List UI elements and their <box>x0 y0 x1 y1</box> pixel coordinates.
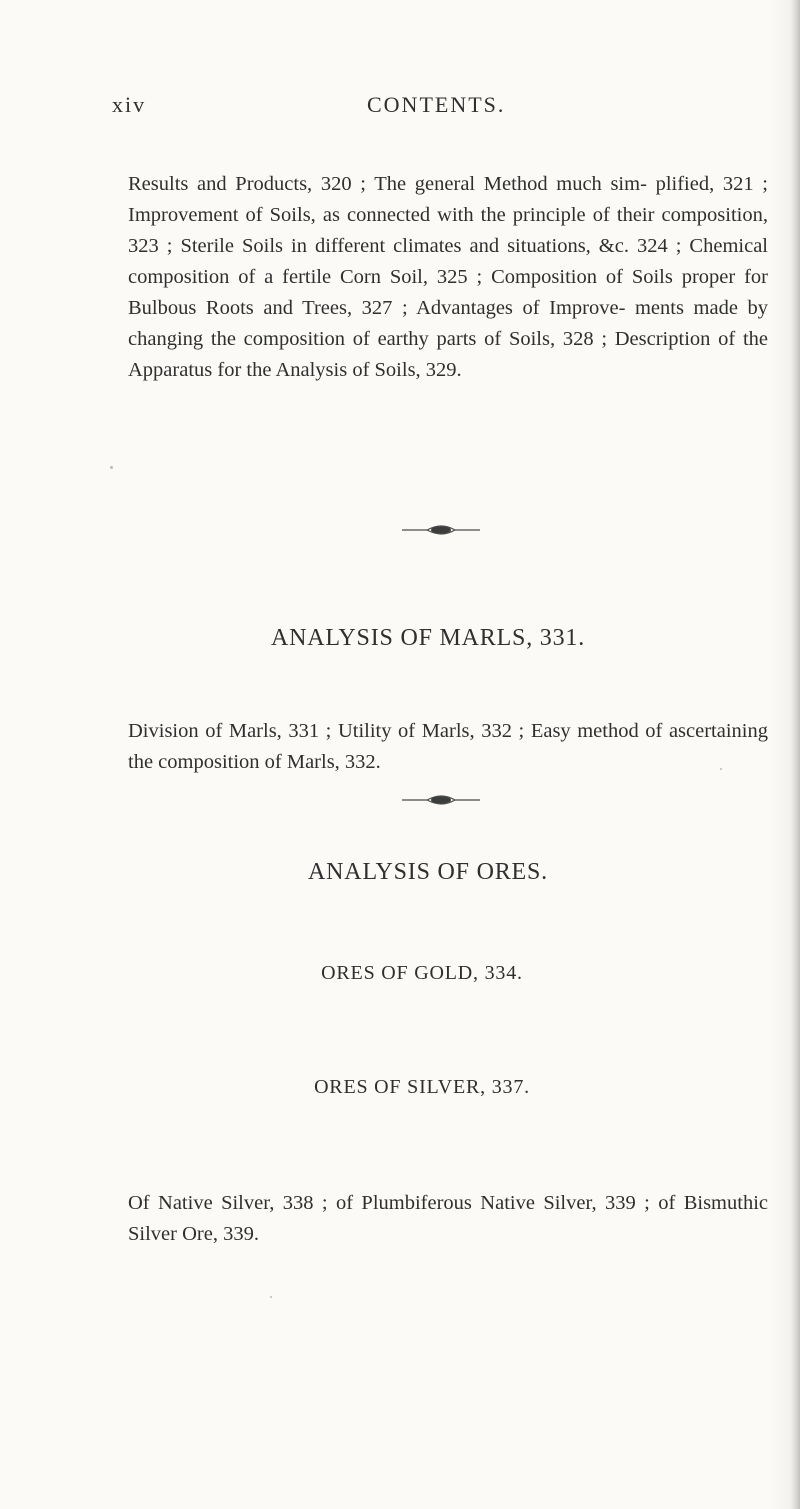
section-paragraph: Of Native Silver, 338 ; of Plumbiferous Native Silver, 339 ; of Bismuthic Silver Ore, 339. <box>128 1191 768 1245</box>
subsection-title-gold: ORES OF GOLD, 334. <box>321 962 523 984</box>
running-title: CONTENTS. <box>367 92 506 117</box>
page-header <box>112 92 532 122</box>
subsection-title-silver: ORES OF SILVER, 337. <box>314 1076 530 1098</box>
section-paragraph: Division of Marls, 331 ; Utility of Marls, 332 ; Easy method of ascertaining the composition of Marls, 332. <box>128 719 768 773</box>
section-title-marls: ANALYSIS OF MARLS, 331. <box>270 625 586 651</box>
decorative-rule-icon <box>402 793 480 807</box>
section-title-ores: ANALYSIS OF ORES. <box>308 859 548 885</box>
page-edge-shadow <box>790 0 800 1509</box>
page-number: xiv <box>112 92 147 117</box>
section-paragraph: Results and Products, 320 ; The general Method much sim- plified, 321 ; Improvement of Soils, as connected with the principle of their composition, 323 ; Sterile Soils in different climates and situations, &c. 324 ; Chemical composition of a fertile Corn Soil, 325 ; Composition of Soils proper for Bulbous Roots and Trees, 327 ; Advantages of Improve- ments made by changing the composition of earthy parts of Soils, 328 ; Description of the Apparatus for the Analysis of Soils, 329. <box>128 172 768 381</box>
paper-speck <box>270 1296 272 1298</box>
paper-speck <box>110 466 113 469</box>
paper-speck <box>720 768 722 770</box>
decorative-rule-icon <box>402 523 480 537</box>
